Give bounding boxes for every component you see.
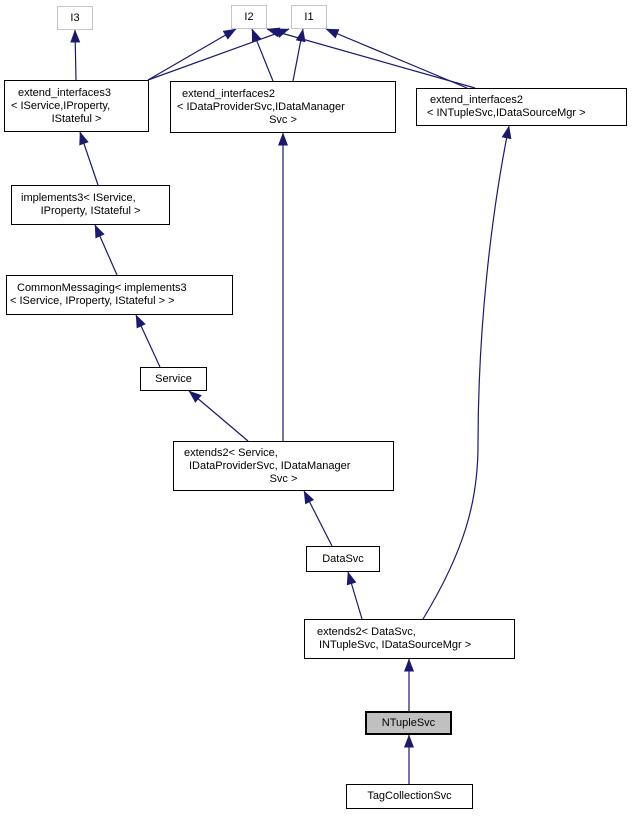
node-label-line: Svc >	[269, 472, 298, 485]
node-label-line: extend_interfaces2	[182, 87, 275, 100]
edge-ei2b-to-i1	[326, 29, 467, 88]
edge-impl3-to-ei3	[80, 132, 98, 185]
node-label-line: < IService, IProperty, IStateful > >	[10, 295, 175, 307]
edge-ei3-to-i2	[148, 29, 236, 80]
edge-ei3-to-i3	[75, 30, 76, 80]
node-label-line: extends2< Service,	[184, 446, 278, 459]
node-label-line: I2	[244, 10, 254, 23]
node-commonmessaging[interactable]	[6, 275, 233, 315]
node-label-line: CommonMessaging< implements3	[17, 282, 187, 294]
edge-datasvc-to-ext2a	[304, 491, 332, 546]
node-ntuplesvc	[365, 711, 452, 735]
edge-ei3-to-i1	[148, 29, 289, 80]
edge-ei2b-to-i2	[267, 29, 475, 88]
node-i2	[231, 5, 267, 29]
node-label-line: IStateful >	[51, 112, 102, 125]
edge-ei2a-to-i2	[252, 29, 273, 81]
edge-svc-to-cm	[136, 315, 160, 367]
edge-cm-to-impl3	[95, 225, 117, 275]
node-label-line: NTupleSvc	[381, 716, 436, 729]
node-i1	[291, 5, 327, 29]
node-service[interactable]	[140, 367, 207, 391]
node-label-line: extends2< DataSvc,	[317, 626, 416, 638]
node-label-line: IProperty, IStateful >	[40, 205, 141, 217]
node-label-line: DataSvc	[322, 552, 364, 565]
node-label-line: extend_interfaces2	[430, 94, 523, 106]
node-label-line: < IDataProviderSvc,IDataManager	[177, 100, 345, 113]
node-extends2-datasvc[interactable]	[304, 619, 515, 659]
node-i3	[57, 6, 93, 30]
node-label-line: IDataProviderSvc, IDataManager	[189, 459, 351, 472]
edge-ext2a-to-svc	[189, 391, 248, 441]
node-datasvc[interactable]	[306, 546, 380, 572]
node-extend-interfaces2-dataprovider[interactable]	[170, 81, 396, 133]
edge-ext2b-to-ei2b	[423, 126, 509, 619]
node-label-line: I1	[304, 10, 314, 23]
node-label-line: I3	[70, 11, 80, 24]
node-extend-interfaces3[interactable]	[4, 80, 149, 132]
node-tagcollectionsvc[interactable]	[346, 784, 473, 809]
node-label-line: extend_interfaces3	[18, 86, 111, 99]
node-implements3[interactable]	[11, 185, 170, 225]
edge-ext2b-to-datasvc	[348, 572, 362, 619]
node-label-line: TagCollectionSvc	[367, 790, 452, 802]
node-label-line: < INTupleSvc,IDataSourceMgr >	[427, 107, 586, 119]
node-label-line: implements3< IService,	[21, 192, 136, 204]
node-extends2-service[interactable]	[173, 441, 394, 491]
node-label-line: INTupleSvc, IDataSourceMgr >	[319, 639, 472, 651]
node-label-line: Service	[155, 372, 192, 385]
node-label-line: Svc >	[269, 113, 297, 126]
node-extend-interfaces2-ntuplesvc[interactable]	[416, 88, 627, 126]
node-label-line: < IService,IProperty,	[11, 99, 111, 112]
